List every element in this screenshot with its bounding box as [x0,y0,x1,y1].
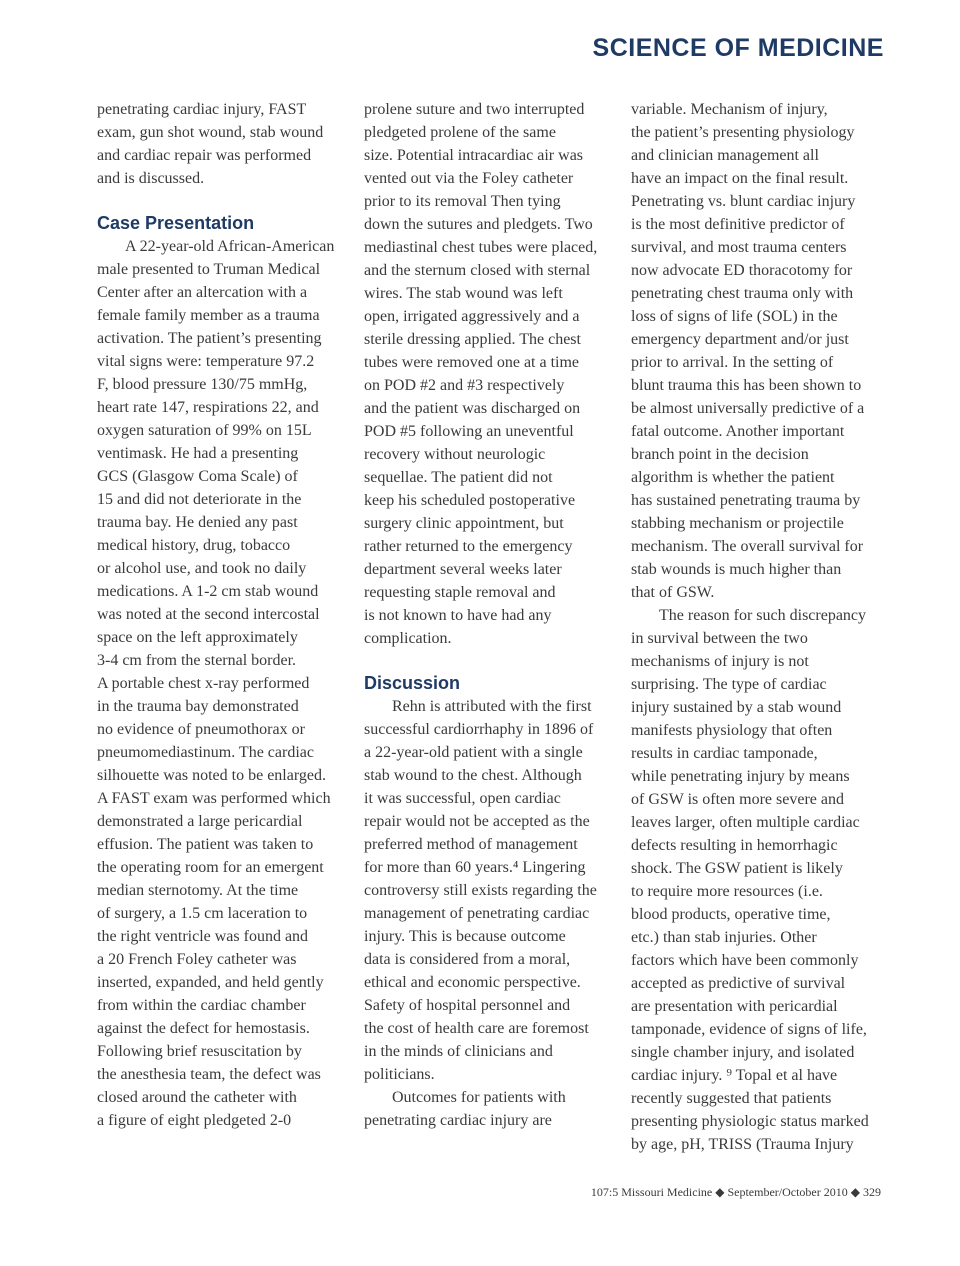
text-line: oxygen saturation of 99% on 15L [97,422,312,439]
text-line: wires. The stab wound was left [364,285,563,302]
text-line: is not known to have had any [364,607,552,624]
text-line: A FAST exam was performed which [97,790,331,807]
text-line: keep his scheduled postoperative [364,492,576,509]
text-line: POD #5 following an uneventful [364,423,574,440]
text-line: space on the left approximately [97,629,298,646]
text-line: complication. [364,630,452,647]
text-line: open, irrigated aggressively and a [364,308,580,325]
text-line: mechanisms of injury is not [631,653,809,670]
text-line: in survival between the two [631,630,808,647]
text-line: Penetrating vs. blunt cardiac injury [631,193,856,210]
column-3 [631,98,881,1156]
text-line: medical history, drug, tobacco [97,537,291,554]
text-line: results in cardiac tamponade, [631,745,818,762]
text-line: etc.) than stab injuries. Other [631,929,817,946]
text-line: algorithm is whether the patient [631,469,835,486]
text-line: tubes were removed one at a time [364,354,580,371]
text-line: requesting staple removal and [364,584,556,601]
text-line: penetrating cardiac injury, FAST [97,101,307,118]
text-line: controversy still exists regarding the [364,882,597,899]
text-line: tamponade, evidence of signs of life, [631,1021,867,1038]
text-line: A 22-year-old African-American [125,238,335,255]
text-line: Rehn is attributed with the first [392,698,592,715]
text-line: are presentation with pericardial [631,998,838,1015]
section-heading: Discussion [364,673,461,693]
text-line: mechanism. The overall survival for [631,538,864,555]
text-line: penetrating chest trauma only with [631,285,854,302]
text-line: inserted, expanded, and held gently [97,974,324,991]
text-line: preferred method of management [364,836,578,853]
text-line: from within the cardiac chamber [97,997,306,1014]
text-line: or alcohol use, and took no daily [97,560,307,577]
text-line: vital signs were: temperature 97.2 [97,353,315,370]
text-line: heart rate 147, respirations 22, and [97,399,319,416]
text-line: for more than 60 years.⁴ Lingering [364,859,586,876]
text-line: successful cardiorrhaphy in 1896 of [364,721,594,738]
text-line: data is considered from a moral, [364,951,571,968]
text-line: sterile dressing applied. The chest [364,331,581,348]
text-line: median sternotomy. At the time [97,882,299,899]
text-line: against the defect for hemostasis. [97,1020,310,1037]
text-line: was noted at the second intercostal [97,606,320,623]
text-line: male presented to Truman Medical [97,261,321,278]
text-line: recovery without neurologic [364,446,546,463]
text-line: penetrating cardiac injury are [364,1112,552,1129]
text-line: of surgery, a 1.5 cm laceration to [97,905,308,922]
text-line: fatal outcome. Another important [631,423,845,440]
text-line: repair would not be accepted as the [364,813,590,830]
text-line: single chamber injury, and isolated [631,1044,855,1061]
text-line: that of GSW. [631,584,715,601]
text-line: of GSW is often more severe and [631,791,844,808]
text-line: the right ventricle was found and [97,928,309,945]
text-line: variable. Mechanism of injury, [631,101,828,118]
text-line: down the sutures and pledgets. Two [364,216,593,233]
text-line: 3-4 cm from the sternal border. [97,652,297,669]
text-line: medications. A 1-2 cm stab wound [97,583,319,600]
text-line: now advocate ED thoracotomy for [631,262,853,279]
text-line: stab wound to the chest. Although [364,767,582,784]
page-footer-citation: 107:5 Missouri Medicine ◆ September/October 2010 ◆ 329 [590,1185,881,1199]
text-line: and is discussed. [97,170,205,187]
text-line: sequellae. The patient did not [364,469,553,486]
text-line: injury sustained by a stab wound [631,699,842,716]
text-line: stab wounds is much higher than [631,561,842,578]
column-2 [364,98,614,1132]
text-line: while penetrating injury by means [631,768,850,785]
text-line: pledgeted prolene of the same [364,124,556,141]
text-line: GCS (Glasgow Coma Scale) of [97,468,298,485]
text-line: to require more resources (i.e. [631,883,823,900]
text-line: cardiac injury. ⁹ Topal et al have [631,1067,838,1084]
text-line: stabbing mechanism or projectile [631,515,844,532]
text-line: pneumomediastinum. The cardiac [97,744,314,761]
text-line: The reason for such discrepancy [659,607,867,624]
text-line: in the minds of clinicians and [364,1043,553,1060]
text-line: presenting physiologic status marked [631,1113,869,1130]
text-line: size. Potential intracardiac air was [364,147,584,164]
text-line: and the patient was discharged on [364,400,581,417]
text-line: on POD #2 and #3 respectively [364,377,565,394]
text-line: prolene suture and two interrupted [364,101,585,118]
text-line: rather returned to the emergency [364,538,573,555]
text-line: branch point in the decision [631,446,809,463]
text-line: 15 and did not deteriorate in the [97,491,302,508]
section-title: SCIENCE OF MEDICINE [592,34,884,62]
text-line: silhouette was noted to be enlarged. [97,767,326,784]
text-line: prior to arrival. In the setting of [631,354,834,371]
text-line: and clinician management all [631,147,819,164]
text-line: surprising. The type of cardiac [631,676,827,693]
text-line: surgery clinic appointment, but [364,515,564,532]
text-line: no evidence of pneumothorax or [97,721,305,738]
section-heading: Case Presentation [97,213,255,233]
text-line: demonstrated a large pericardial [97,813,303,830]
text-line: in the trauma bay demonstrated [97,698,299,715]
text-line: a figure of eight pledgeted 2-0 [97,1112,292,1129]
text-line: Center after an altercation with a [97,284,308,301]
text-line: trauma bay. He denied any past [97,514,298,531]
text-line: Following brief resuscitation by [97,1043,302,1060]
text-line: mediastinal chest tubes were placed, [364,239,598,256]
text-line: loss of signs of life (SOL) in the [631,308,838,325]
text-line: and cardiac repair was performed [97,147,312,164]
text-line: the operating room for an emergent [97,859,324,876]
text-line: vented out via the Foley catheter [364,170,574,187]
text-line: activation. The patient’s presenting [97,330,322,347]
text-line: factors which have been commonly [631,952,859,969]
text-line: have an impact on the final result. [631,170,849,187]
text-line: manifests physiology that often [631,722,833,739]
text-line: recently suggested that patients [631,1090,832,1107]
text-line: is the most definitive predictor of [631,216,845,233]
text-line: accepted as predictive of survival [631,975,846,992]
text-line: survival, and most trauma centers [631,239,847,256]
text-line: female family member as a trauma [97,307,320,324]
column-1 [97,98,347,1132]
text-line: and the sternum closed with sternal [364,262,591,279]
text-line: politicians. [364,1066,435,1083]
text-line: effusion. The patient was taken to [97,836,314,853]
text-line: the patient’s presenting physiology [631,124,855,141]
text-line: blood products, operative time, [631,906,831,923]
text-line: A portable chest x-ray performed [97,675,310,692]
text-line: the cost of health care are foremost [364,1020,589,1037]
text-line: management of penetrating cardiac [364,905,590,922]
text-line: leaves larger, often multiple cardiac [631,814,860,831]
text-line: ethical and economic perspective. [364,974,581,991]
text-line: prior to its removal Then tying [364,193,561,210]
text-line: department several weeks later [364,561,562,578]
text-line: it was successful, open cardiac [364,790,561,807]
text-line: injury. This is because outcome [364,928,566,945]
text-line: a 20 French Foley catheter was [97,951,297,968]
text-line: has sustained penetrating trauma by [631,492,861,509]
text-line: Outcomes for patients with [392,1089,566,1106]
text-line: closed around the catheter with [97,1089,297,1106]
text-line: F, blood pressure 130/75 mmHg, [97,376,308,393]
text-line: defects resulting in hemorrhagic [631,837,838,854]
text-line: ventimask. He had a presenting [97,445,299,462]
text-line: exam, gun shot wound, stab wound [97,124,324,141]
text-line: Safety of hospital personnel and [364,997,571,1014]
text-line: be almost universally predictive of a [631,400,865,417]
text-line: emergency department and/or just [631,331,849,348]
text-line: a 22-year-old patient with a single [364,744,583,761]
text-line: shock. The GSW patient is likely [631,860,843,877]
text-line: the anesthesia team, the defect was [97,1066,321,1083]
text-line: blunt trauma this has been shown to [631,377,862,394]
text-line: by age, pH, TRISS (Trauma Injury [631,1136,854,1153]
